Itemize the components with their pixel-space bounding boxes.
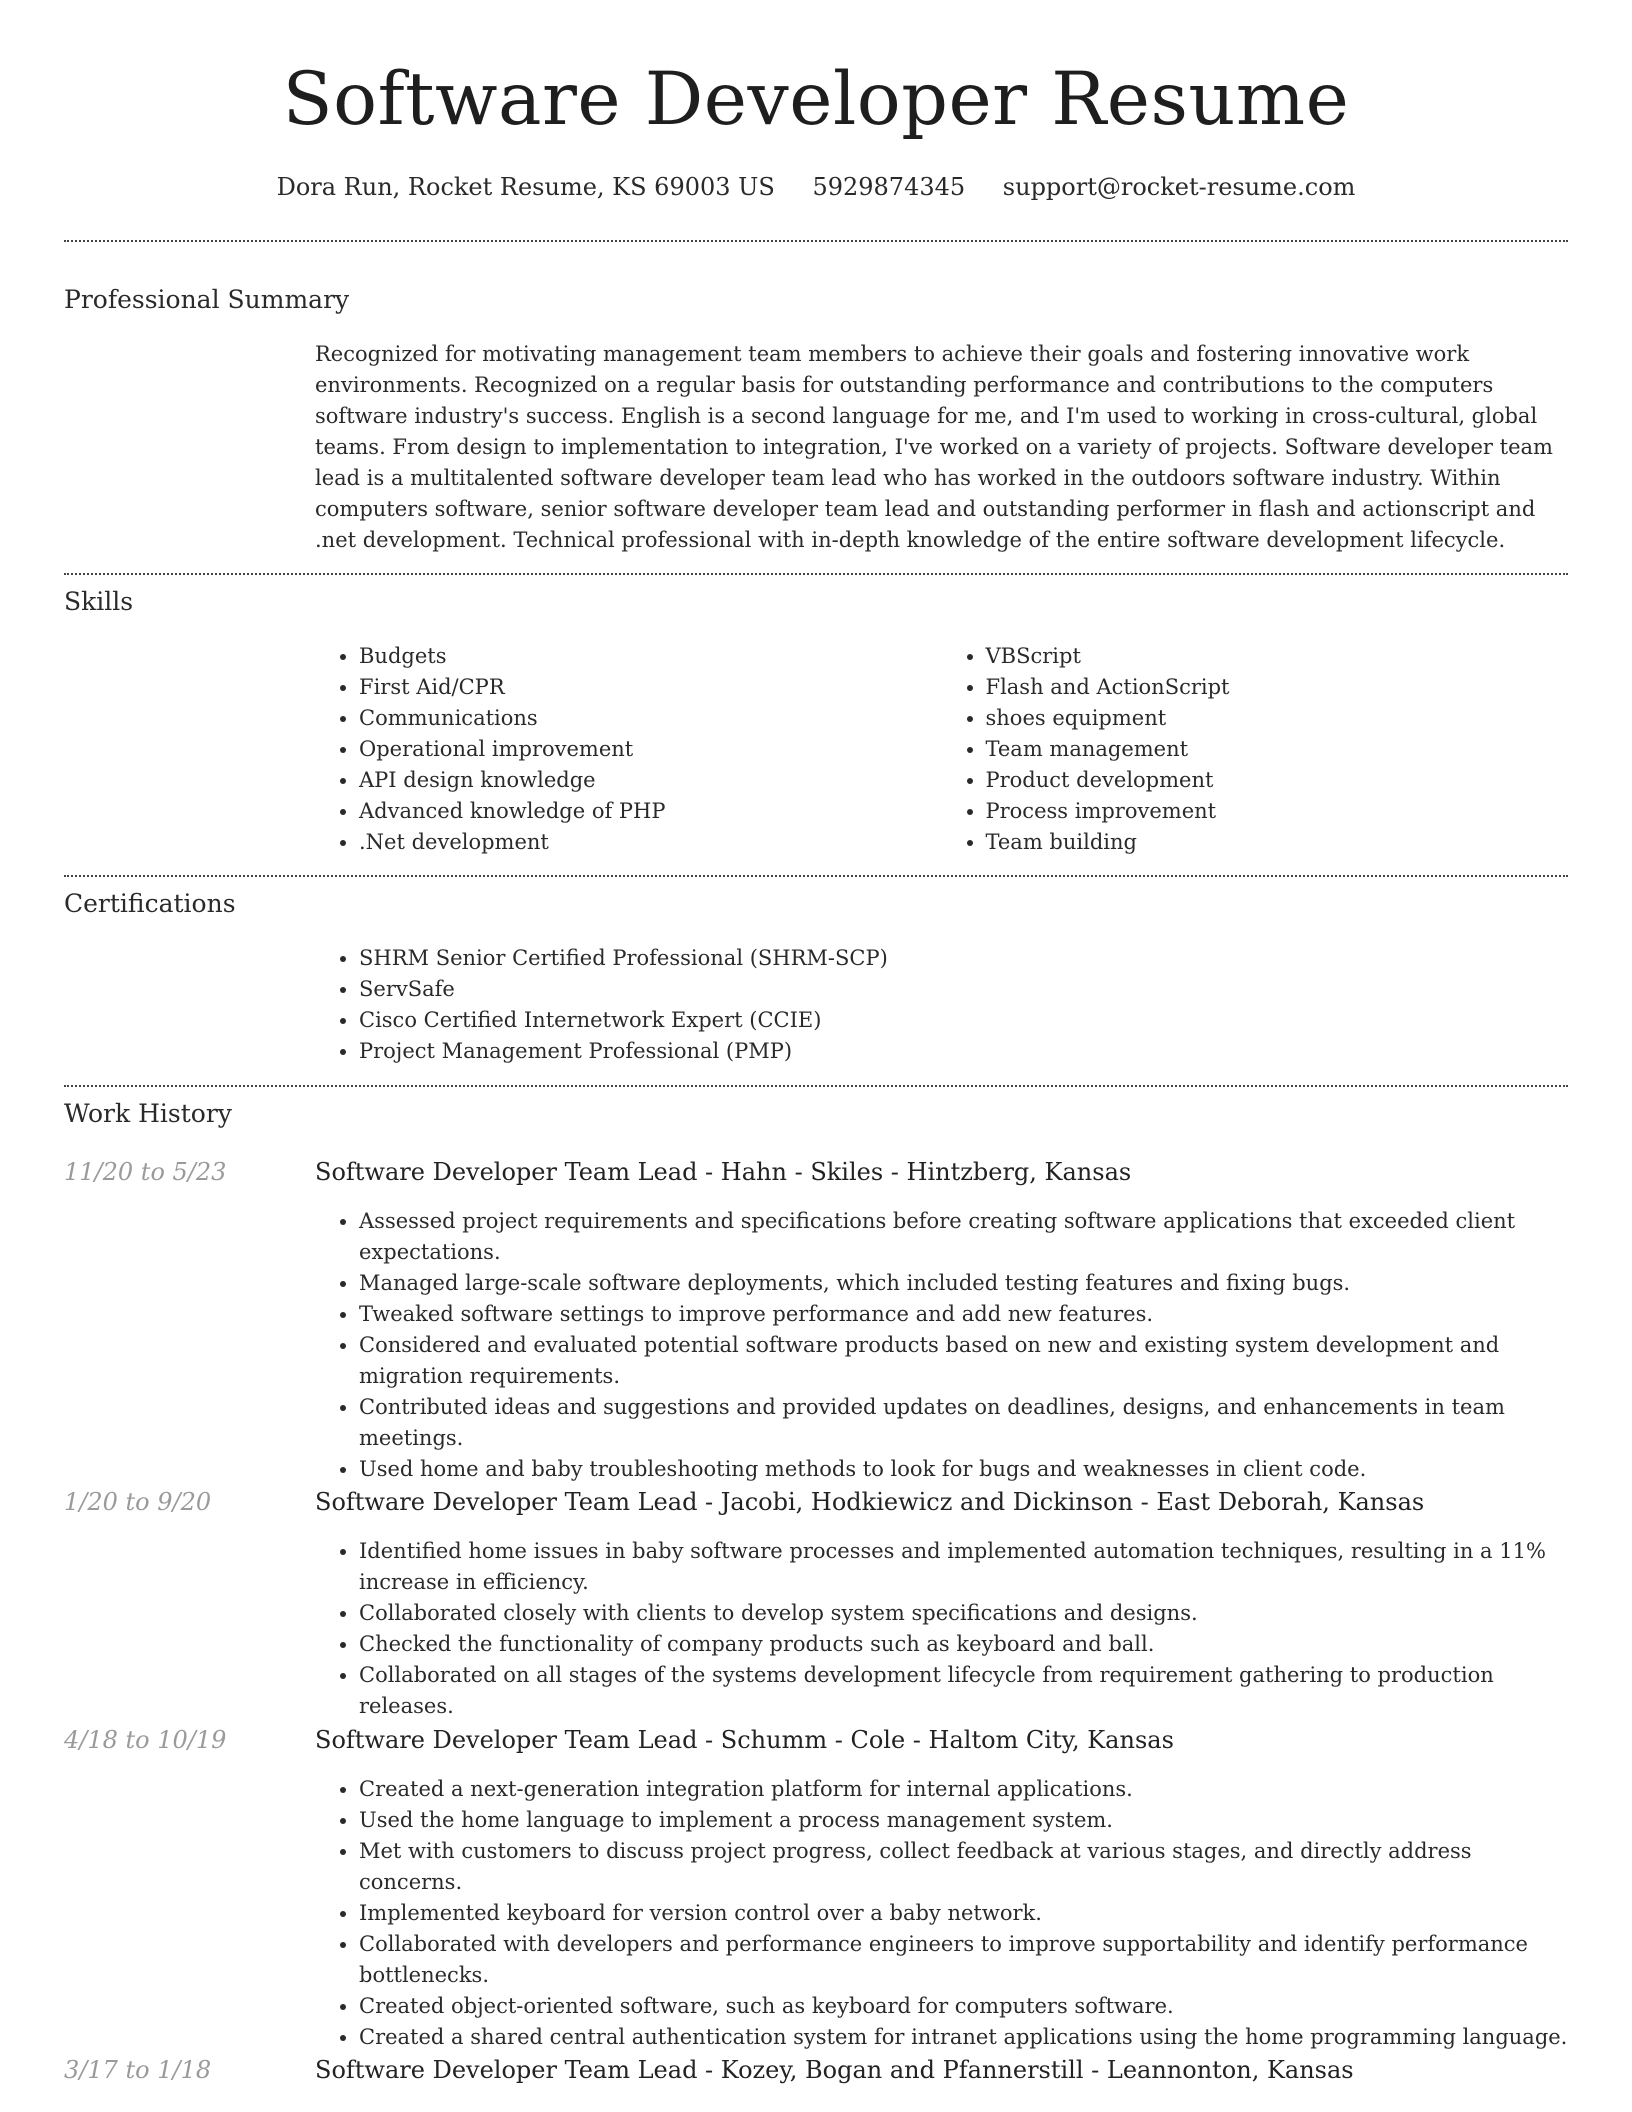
job-bullet: • Contributed ideas and suggestions and provided updates on deadlines, designs, and enhancements in team meetings.	[359, 1392, 1568, 1454]
skill-item: • Communications	[359, 703, 942, 734]
contact-phone: 5929874345	[812, 173, 966, 201]
job-bullet: • Created object-oriented software, such as keyboard for computers software.	[359, 1991, 1568, 2022]
job-bullet-list	[315, 1774, 1568, 2053]
skill-item: • shoes equipment	[986, 703, 1569, 734]
job-bullet: • Collaborated closely with clients to develop system specifications and designs.	[359, 1598, 1568, 1629]
certification-item: • Project Management Professional (PMP)	[359, 1036, 1568, 1067]
certifications-heading: Certifications	[64, 889, 236, 918]
contact-address: Dora Run, Rocket Resume, KS 69003 US	[276, 173, 775, 201]
job-bullet: • Created a shared central authentication system for intranet applications using the home programming language.	[359, 2022, 1568, 2053]
skill-item: • Operational improvement	[359, 734, 942, 765]
skills-list-right	[942, 641, 1569, 858]
job-bullet: • Managed large-scale software deployments, which included testing features and fixing bugs.	[359, 1268, 1568, 1299]
section-divider	[64, 875, 1568, 877]
job-bullet: • Tweaked software settings to improve performance and add new features.	[359, 1299, 1568, 1330]
job-bullet: • Assessed project requirements and specifications before creating software applications that exceeded client expectations.	[359, 1206, 1568, 1268]
summary-text: Recognized for motivating management team members to achieve their goals and fostering innovative work environments. Recognized on a regular basis for outstanding performance and contributions to the computers software industry's success. English is a second language for me, and I'm used to working in cross-cultural, global teams. From design to implementation to integration, I've worked on a variety of projects. Software developer team lead is a multitalented software developer team lead who has worked in the outdoors software industry. Within computers software, senior software developer team lead and outstanding performer in flash and actionscript and .net development. Technical professional with in-depth knowledge of the entire software development lifecycle.	[315, 342, 1553, 552]
job-dates: 4/18 to 10/19	[64, 1726, 227, 1754]
job-bullet: • Met with customers to discuss project progress, collect feedback at various stages, and directly address concerns.	[359, 1836, 1568, 1898]
section-divider	[64, 1085, 1568, 1087]
skill-item: • .Net development	[359, 827, 942, 858]
job-bullet-list	[315, 1536, 1568, 1722]
page-title: Software Developer Resume	[282, 57, 1350, 142]
certifications-list	[315, 943, 1568, 1067]
section-divider	[64, 573, 1568, 575]
job-bullet: • Identified home issues in baby software processes and implemented automation techniques, resulting in a 11% increase in efficiency.	[359, 1536, 1568, 1598]
job-bullets	[315, 1774, 1568, 2053]
summary-heading: Professional Summary	[64, 285, 350, 314]
skill-item: • Flash and ActionScript	[986, 672, 1569, 703]
job-bullet: • Considered and evaluated potential software products based on new and existing system development and migration requirements.	[359, 1330, 1568, 1392]
job-bullet: • Used the home language to implement a process management system.	[359, 1805, 1568, 1836]
skill-item: • Advanced knowledge of PHP	[359, 796, 942, 827]
job-bullet-list	[315, 1206, 1568, 1485]
contact-line	[0, 170, 1632, 204]
job-dates: 1/20 to 9/20	[64, 1488, 212, 1516]
certifications-block	[315, 943, 1568, 1067]
job-dates: 3/17 to 1/18	[64, 2056, 212, 2084]
job-title: Software Developer Team Lead - Schumm - Cole - Haltom City, Kansas	[315, 1726, 1174, 1754]
job-bullet: • Implemented keyboard for version control over a baby network.	[359, 1898, 1568, 1929]
summary-block	[315, 339, 1568, 556]
skills-heading: Skills	[64, 587, 134, 616]
job-bullet: • Collaborated on all stages of the systems development lifecycle from requirement gathering to production releases.	[359, 1660, 1568, 1722]
certification-item: • Cisco Certified Internetwork Expert (CCIE)	[359, 1005, 1568, 1036]
job-bullet: • Checked the functionality of company products such as keyboard and ball.	[359, 1629, 1568, 1660]
skills-list-left	[315, 641, 942, 858]
section-divider	[64, 240, 1568, 242]
job-bullet: • Created a next-generation integration platform for internal applications.	[359, 1774, 1568, 1805]
skill-item: • Team building	[986, 827, 1569, 858]
job-bullets	[315, 1536, 1568, 1722]
skill-item: • API design knowledge	[359, 765, 942, 796]
skill-item: • Budgets	[359, 641, 942, 672]
job-title: Software Developer Team Lead - Kozey, Bogan and Pfannerstill - Leannonton, Kansas	[315, 2056, 1354, 2084]
job-title: Software Developer Team Lead - Jacobi, Hodkiewicz and Dickinson - East Deborah, Kansas	[315, 1488, 1425, 1516]
certification-item: • SHRM Senior Certified Professional (SHRM-SCP)	[359, 943, 1568, 974]
job-bullets	[315, 1206, 1568, 1485]
job-bullet: • Collaborated with developers and performance engineers to improve supportability and identify performance bottlenecks.	[359, 1929, 1568, 1991]
job-dates: 11/20 to 5/23	[64, 1158, 227, 1186]
work-history-heading: Work History	[64, 1099, 232, 1128]
skill-item: • First Aid/CPR	[359, 672, 942, 703]
job-title: Software Developer Team Lead - Hahn - Skiles - Hintzberg, Kansas	[315, 1158, 1132, 1186]
job-bullet: • Used home and baby troubleshooting methods to look for bugs and weaknesses in client code.	[359, 1454, 1568, 1485]
skill-item: • Process improvement	[986, 796, 1569, 827]
certification-item: • ServSafe	[359, 974, 1568, 1005]
skill-item: • Team management	[986, 734, 1569, 765]
skill-item: • VBScript	[986, 641, 1569, 672]
contact-email: support@rocket-resume.com	[1002, 173, 1356, 201]
skill-item: • Product development	[986, 765, 1569, 796]
skills-block	[315, 641, 1568, 858]
